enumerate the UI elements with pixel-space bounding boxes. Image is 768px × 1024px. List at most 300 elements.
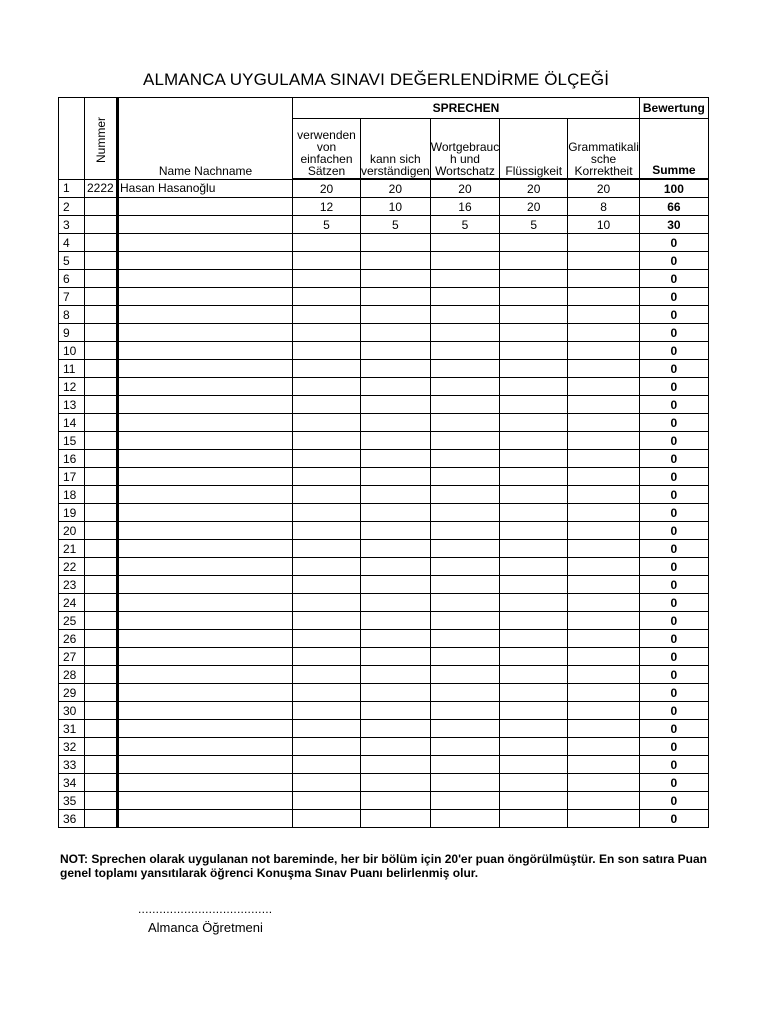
row-index: 3 [59, 216, 85, 234]
score-cell[interactable] [361, 324, 431, 342]
score-cell[interactable] [430, 342, 499, 360]
score-cell[interactable] [361, 450, 431, 468]
score-cell[interactable] [430, 378, 499, 396]
score-cell[interactable] [500, 288, 568, 306]
score-cell[interactable]: 5 [500, 216, 568, 234]
score-cell[interactable] [568, 666, 640, 684]
score-cell[interactable] [568, 558, 640, 576]
score-cell[interactable]: 16 [430, 198, 499, 216]
score-cell[interactable] [500, 396, 568, 414]
student-number[interactable] [85, 756, 118, 774]
score-cell[interactable] [500, 774, 568, 792]
student-name[interactable] [118, 360, 293, 378]
student-number[interactable] [85, 468, 118, 486]
student-name[interactable] [118, 558, 293, 576]
score-cell[interactable] [293, 324, 361, 342]
score-cell[interactable] [568, 450, 640, 468]
student-name[interactable] [118, 450, 293, 468]
score-cell[interactable] [361, 342, 431, 360]
score-cell[interactable] [500, 522, 568, 540]
score-cell[interactable] [361, 468, 431, 486]
score-cell[interactable] [293, 630, 361, 648]
score-cell[interactable] [500, 432, 568, 450]
student-number[interactable] [85, 702, 118, 720]
score-cell[interactable] [500, 414, 568, 432]
score-cell[interactable] [361, 630, 431, 648]
score-cell[interactable] [361, 540, 431, 558]
score-cell[interactable] [568, 648, 640, 666]
score-cell[interactable] [430, 468, 499, 486]
score-cell[interactable]: 20 [293, 179, 361, 198]
score-cell[interactable] [500, 810, 568, 828]
student-name[interactable] [118, 216, 293, 234]
score-cell[interactable] [361, 522, 431, 540]
signature-line: ...................................... [138, 902, 273, 916]
row-index: 12 [59, 378, 85, 396]
score-cell[interactable] [293, 432, 361, 450]
score-cell[interactable] [293, 378, 361, 396]
sum-cell: 0 [639, 684, 708, 702]
score-cell[interactable] [361, 720, 431, 738]
score-cell[interactable] [293, 486, 361, 504]
student-name[interactable] [118, 540, 293, 558]
student-number[interactable] [85, 216, 118, 234]
page-title: ALMANCA UYGULAMA SINAVI DEĞERLENDİRME ÖLÇEĞİ [143, 70, 610, 89]
student-name[interactable] [118, 324, 293, 342]
student-number[interactable] [85, 666, 118, 684]
score-cell[interactable] [361, 756, 431, 774]
number-header: Nummer [93, 116, 108, 163]
row-index: 36 [59, 810, 85, 828]
score-cell[interactable] [500, 378, 568, 396]
score-cell[interactable] [500, 342, 568, 360]
score-cell[interactable] [568, 792, 640, 810]
score-cell[interactable] [568, 234, 640, 252]
score-cell[interactable] [430, 594, 499, 612]
student-name[interactable] [118, 468, 293, 486]
sum-cell: 0 [639, 756, 708, 774]
score-cell[interactable] [568, 630, 640, 648]
score-cell[interactable] [568, 540, 640, 558]
score-cell[interactable] [430, 450, 499, 468]
score-cell[interactable] [430, 306, 499, 324]
student-name[interactable] [118, 738, 293, 756]
row-index: 32 [59, 738, 85, 756]
table-row [59, 810, 709, 828]
score-cell[interactable] [361, 738, 431, 756]
score-cell[interactable] [568, 738, 640, 756]
score-cell[interactable] [568, 594, 640, 612]
row-index: 2 [59, 198, 85, 216]
score-cell[interactable] [293, 306, 361, 324]
student-number[interactable] [85, 792, 118, 810]
sum-cell: 0 [639, 702, 708, 720]
score-cell[interactable] [500, 486, 568, 504]
score-cell[interactable] [361, 306, 431, 324]
score-cell[interactable] [361, 558, 431, 576]
score-cell[interactable]: 5 [293, 216, 361, 234]
student-name[interactable] [118, 522, 293, 540]
criterion-header-2: kann sich verständigen [361, 119, 431, 180]
score-cell[interactable] [430, 504, 499, 522]
row-index: 15 [59, 432, 85, 450]
score-cell[interactable] [500, 540, 568, 558]
student-number[interactable] [85, 270, 118, 288]
student-number[interactable] [85, 414, 118, 432]
score-cell[interactable] [500, 360, 568, 378]
score-cell[interactable] [430, 360, 499, 378]
student-number[interactable] [85, 306, 118, 324]
student-number[interactable] [85, 684, 118, 702]
score-cell[interactable] [430, 396, 499, 414]
student-name[interactable] [118, 666, 293, 684]
evaluation-table [58, 97, 709, 828]
student-number[interactable] [85, 594, 118, 612]
score-cell[interactable] [293, 720, 361, 738]
score-cell[interactable]: 8 [568, 198, 640, 216]
score-cell[interactable] [500, 756, 568, 774]
student-name[interactable] [118, 234, 293, 252]
sum-cell: 0 [639, 450, 708, 468]
score-cell[interactable] [568, 720, 640, 738]
score-cell[interactable] [361, 666, 431, 684]
student-name[interactable] [118, 792, 293, 810]
score-cell[interactable] [293, 342, 361, 360]
table-row [59, 468, 709, 486]
student-name[interactable] [118, 630, 293, 648]
score-cell[interactable] [293, 612, 361, 630]
score-cell[interactable] [293, 252, 361, 270]
student-name[interactable] [118, 648, 293, 666]
score-cell[interactable]: 20 [500, 198, 568, 216]
score-cell[interactable] [568, 756, 640, 774]
score-cell[interactable] [361, 396, 431, 414]
sum-cell: 0 [639, 810, 708, 828]
score-cell[interactable] [430, 630, 499, 648]
score-cell[interactable] [568, 324, 640, 342]
score-cell[interactable] [361, 270, 431, 288]
student-name[interactable] [118, 594, 293, 612]
student-name[interactable] [118, 432, 293, 450]
score-cell[interactable] [430, 432, 499, 450]
score-cell[interactable] [568, 504, 640, 522]
score-cell[interactable] [293, 270, 361, 288]
score-cell[interactable] [568, 306, 640, 324]
score-cell[interactable] [361, 252, 431, 270]
score-cell[interactable]: 20 [500, 179, 568, 198]
score-cell[interactable]: 10 [361, 198, 431, 216]
student-number[interactable] [85, 648, 118, 666]
score-cell[interactable] [430, 234, 499, 252]
score-cell[interactable] [568, 414, 640, 432]
score-cell[interactable] [500, 648, 568, 666]
student-number[interactable] [85, 810, 118, 828]
student-number[interactable] [85, 558, 118, 576]
score-cell[interactable] [500, 504, 568, 522]
student-name[interactable] [118, 774, 293, 792]
table-row [59, 378, 709, 396]
criterion-header-5: Grammatikali sche Korrektheit [568, 119, 640, 180]
sum-cell: 0 [639, 378, 708, 396]
score-cell[interactable] [568, 576, 640, 594]
score-cell[interactable] [500, 684, 568, 702]
score-cell[interactable] [568, 288, 640, 306]
score-cell[interactable] [361, 612, 431, 630]
student-name[interactable] [118, 810, 293, 828]
score-cell[interactable] [430, 738, 499, 756]
score-cell[interactable] [293, 684, 361, 702]
score-cell[interactable] [430, 270, 499, 288]
student-number[interactable]: 2222 [85, 179, 118, 198]
score-cell[interactable] [293, 234, 361, 252]
score-cell[interactable] [500, 594, 568, 612]
row-index: 24 [59, 594, 85, 612]
score-cell[interactable] [500, 720, 568, 738]
score-cell[interactable] [293, 738, 361, 756]
student-name[interactable] [118, 288, 293, 306]
score-cell[interactable] [430, 576, 499, 594]
row-index: 9 [59, 324, 85, 342]
student-number[interactable] [85, 504, 118, 522]
score-cell[interactable] [293, 702, 361, 720]
score-cell[interactable] [293, 522, 361, 540]
score-cell[interactable] [430, 648, 499, 666]
score-cell[interactable]: 12 [293, 198, 361, 216]
row-index: 17 [59, 468, 85, 486]
score-cell[interactable] [430, 522, 499, 540]
score-cell[interactable] [568, 684, 640, 702]
student-name[interactable] [118, 342, 293, 360]
student-name[interactable] [118, 198, 293, 216]
student-number[interactable] [85, 288, 118, 306]
score-cell[interactable] [293, 396, 361, 414]
score-cell[interactable] [500, 702, 568, 720]
score-cell[interactable] [568, 396, 640, 414]
score-cell[interactable] [430, 810, 499, 828]
sum-cell: 0 [639, 738, 708, 756]
student-number[interactable] [85, 612, 118, 630]
student-number[interactable] [85, 198, 118, 216]
row-index: 22 [59, 558, 85, 576]
score-cell[interactable] [293, 792, 361, 810]
score-cell[interactable] [500, 234, 568, 252]
student-name[interactable] [118, 504, 293, 522]
score-cell[interactable] [293, 450, 361, 468]
score-cell[interactable] [430, 792, 499, 810]
score-cell[interactable]: 20 [568, 179, 640, 198]
sum-cell: 0 [639, 504, 708, 522]
score-cell[interactable] [361, 486, 431, 504]
student-number[interactable] [85, 540, 118, 558]
score-cell[interactable]: 20 [361, 179, 431, 198]
student-name[interactable] [118, 756, 293, 774]
sum-cell: 0 [639, 612, 708, 630]
score-cell[interactable] [293, 756, 361, 774]
score-cell[interactable] [293, 504, 361, 522]
score-cell[interactable] [430, 540, 499, 558]
score-cell[interactable] [361, 378, 431, 396]
score-cell[interactable] [430, 558, 499, 576]
score-cell[interactable] [361, 594, 431, 612]
score-cell[interactable] [568, 774, 640, 792]
score-cell[interactable] [430, 684, 499, 702]
score-cell[interactable] [430, 324, 499, 342]
criterion-header-3: Wortgebrauc h und Wortschatz [430, 119, 499, 180]
table-row [59, 216, 709, 234]
student-name[interactable] [118, 702, 293, 720]
student-number[interactable] [85, 396, 118, 414]
score-cell[interactable] [361, 648, 431, 666]
score-cell[interactable] [500, 450, 568, 468]
score-cell[interactable] [500, 306, 568, 324]
score-cell[interactable] [568, 468, 640, 486]
score-cell[interactable] [500, 252, 568, 270]
student-name[interactable] [118, 270, 293, 288]
score-cell[interactable]: 5 [361, 216, 431, 234]
score-cell[interactable] [500, 612, 568, 630]
score-cell[interactable] [500, 666, 568, 684]
row-index: 14 [59, 414, 85, 432]
sum-cell: 0 [639, 720, 708, 738]
score-cell[interactable] [293, 288, 361, 306]
score-cell[interactable] [430, 486, 499, 504]
student-number[interactable] [85, 324, 118, 342]
score-cell[interactable] [293, 414, 361, 432]
table-row [59, 630, 709, 648]
score-cell[interactable] [361, 702, 431, 720]
sum-cell: 0 [639, 468, 708, 486]
score-cell[interactable] [361, 414, 431, 432]
score-cell[interactable] [568, 810, 640, 828]
student-name[interactable] [118, 576, 293, 594]
score-cell[interactable] [293, 594, 361, 612]
score-cell[interactable] [568, 702, 640, 720]
table-row [59, 360, 709, 378]
score-cell[interactable] [361, 288, 431, 306]
score-cell[interactable] [361, 504, 431, 522]
score-cell[interactable] [500, 576, 568, 594]
student-name[interactable]: Hasan Hasanoğlu [118, 179, 293, 198]
score-cell[interactable]: 20 [430, 179, 499, 198]
student-number[interactable] [85, 630, 118, 648]
student-number[interactable] [85, 450, 118, 468]
row-index: 20 [59, 522, 85, 540]
student-number[interactable] [85, 576, 118, 594]
student-name[interactable] [118, 378, 293, 396]
student-number[interactable] [85, 486, 118, 504]
score-cell[interactable] [500, 630, 568, 648]
score-cell[interactable] [293, 540, 361, 558]
score-cell[interactable] [293, 576, 361, 594]
score-cell[interactable] [568, 432, 640, 450]
score-cell[interactable] [430, 774, 499, 792]
student-number[interactable] [85, 360, 118, 378]
score-cell[interactable] [361, 432, 431, 450]
score-cell[interactable] [500, 270, 568, 288]
score-cell[interactable] [430, 288, 499, 306]
score-cell[interactable] [361, 234, 431, 252]
score-cell[interactable] [568, 486, 640, 504]
student-number[interactable] [85, 252, 118, 270]
score-cell[interactable] [361, 810, 431, 828]
criterion-header-4: Flüssigkeit [500, 119, 568, 180]
student-number[interactable] [85, 774, 118, 792]
score-cell[interactable] [568, 342, 640, 360]
score-cell[interactable] [361, 792, 431, 810]
score-cell[interactable] [500, 324, 568, 342]
student-number[interactable] [85, 432, 118, 450]
student-number[interactable] [85, 378, 118, 396]
score-cell[interactable] [500, 468, 568, 486]
sum-cell: 0 [639, 594, 708, 612]
score-cell[interactable] [568, 612, 640, 630]
score-cell[interactable] [293, 774, 361, 792]
student-number[interactable] [85, 234, 118, 252]
score-cell[interactable] [430, 756, 499, 774]
sum-cell: 0 [639, 306, 708, 324]
score-cell[interactable] [430, 252, 499, 270]
score-cell[interactable] [293, 810, 361, 828]
score-cell[interactable]: 5 [430, 216, 499, 234]
sum-cell: 0 [639, 666, 708, 684]
score-cell[interactable] [361, 576, 431, 594]
student-name[interactable] [118, 486, 293, 504]
score-cell[interactable] [293, 648, 361, 666]
score-cell[interactable] [500, 558, 568, 576]
score-cell[interactable] [500, 792, 568, 810]
student-name[interactable] [118, 306, 293, 324]
table-row [59, 702, 709, 720]
score-cell[interactable] [568, 360, 640, 378]
score-cell[interactable]: 10 [568, 216, 640, 234]
score-cell[interactable] [430, 612, 499, 630]
score-cell[interactable] [293, 666, 361, 684]
score-cell[interactable] [430, 720, 499, 738]
score-cell[interactable] [500, 738, 568, 756]
row-index: 16 [59, 450, 85, 468]
score-cell[interactable] [361, 684, 431, 702]
score-cell[interactable] [568, 252, 640, 270]
student-number[interactable] [85, 738, 118, 756]
score-cell[interactable] [430, 414, 499, 432]
score-cell[interactable] [361, 774, 431, 792]
score-cell[interactable] [568, 270, 640, 288]
student-name[interactable] [118, 720, 293, 738]
student-name[interactable] [118, 396, 293, 414]
student-number[interactable] [85, 342, 118, 360]
sum-cell: 0 [639, 630, 708, 648]
student-number[interactable] [85, 720, 118, 738]
score-cell[interactable] [568, 522, 640, 540]
sum-cell: 0 [639, 558, 708, 576]
table-row [59, 720, 709, 738]
student-number[interactable] [85, 522, 118, 540]
student-name[interactable] [118, 252, 293, 270]
student-name[interactable] [118, 414, 293, 432]
note-text: NOT: Sprechen olarak uygulanan not bareminde, her bir bölüm için 20'er puan öngörülmüştür. En son satıra Puan genel toplamı yansıtılarak öğrenci Konuşma Sınav Puanı belirlenmiş olur. [60, 852, 707, 880]
student-name[interactable] [118, 684, 293, 702]
score-cell[interactable] [430, 702, 499, 720]
score-cell[interactable] [430, 666, 499, 684]
score-cell[interactable] [293, 558, 361, 576]
row-index: 25 [59, 612, 85, 630]
score-cell[interactable] [361, 360, 431, 378]
score-cell[interactable] [293, 360, 361, 378]
score-cell[interactable] [293, 468, 361, 486]
table-row [59, 540, 709, 558]
student-name[interactable] [118, 612, 293, 630]
score-cell[interactable] [568, 378, 640, 396]
